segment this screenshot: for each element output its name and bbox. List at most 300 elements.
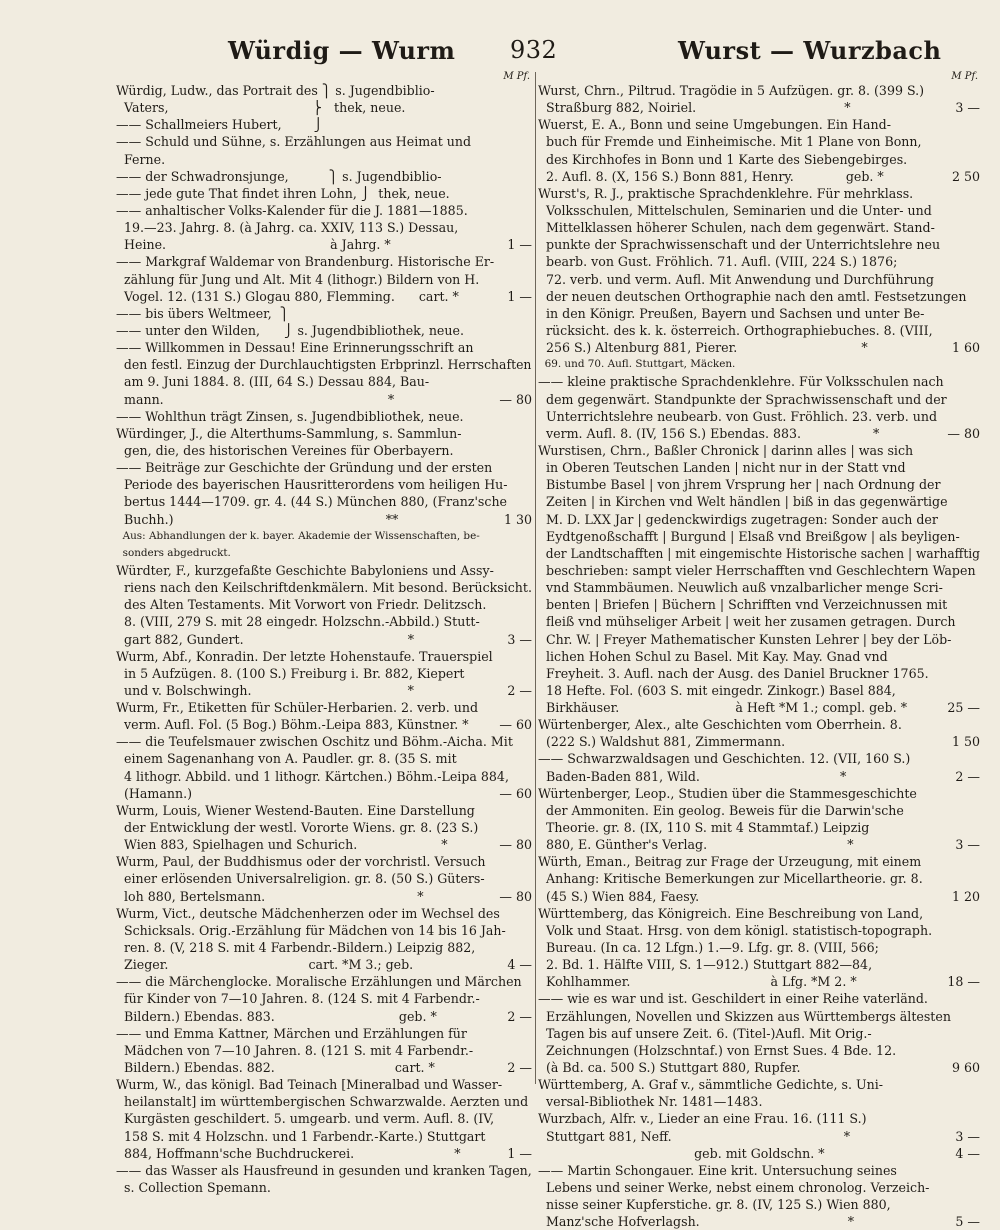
entry-text: Volksschulen, Mittelschulen, Seminarien und die Unter- und — [538, 202, 932, 218]
entry-line — [538, 528, 980, 545]
entry-price: 1 50 — [949, 733, 980, 750]
entry-line — [116, 973, 532, 990]
entry-line — [116, 1110, 532, 1127]
entry-line — [538, 905, 980, 922]
entry-line — [538, 956, 980, 973]
entry-line — [116, 648, 532, 665]
entry-line — [116, 476, 532, 493]
entry-price: — 60 — [496, 716, 532, 733]
entry-price: — 80 — [496, 391, 532, 408]
entry-text: —— die Teufelsmauer zwischen Oschitz und Böhm.-Aicha. Mit — [116, 734, 513, 750]
entry-line — [116, 579, 532, 596]
entry-text: der Landtschafften | mit eingemischte Historische sachen | warhafftig — [538, 545, 980, 561]
column-divider — [535, 72, 536, 1084]
entry-line — [116, 459, 532, 476]
entry-text: —— die Märchenglocke. Moralische Erzählungen und Märchen — [116, 974, 522, 990]
entry-line — [116, 596, 532, 613]
entry-text: 880, E. Günther's Verlag. * — [538, 837, 854, 853]
entry-text: Württemberg, A. Graf v., sämmtliche Gedichte, s. Uni- — [538, 1077, 884, 1093]
entry-line — [116, 682, 532, 699]
entry-text: 2. Aufl. 8. (X, 156 S.) Bonn 881, Henry. geb. * — [538, 168, 884, 184]
entry-price: 1 — — [504, 288, 532, 305]
entry-text: Freyheit. 3. Aufl. nach der Ausg. des Daniel Bruckner 1765. — [538, 665, 929, 681]
entry-text: Wuerst, E. A., Bonn und seine Umgebungen. Ein Hand- — [538, 117, 891, 133]
entry-text: einer erlösenden Universalreligion. gr. 8. (50 S.) Güters- — [116, 871, 485, 887]
entry-text: dem gegenwärt. Standpunkte der Sprachwissenschaft und der — [538, 391, 947, 407]
entry-price: — 80 — [496, 888, 532, 905]
entry-line — [116, 1076, 532, 1093]
entry-text: buch für Fremde und Einheimische. Mit 1 Plane von Bonn, — [538, 134, 922, 150]
entry-text: in 5 Aufzügen. 8. (100 S.) Freiburg i. Br. 882, Kiepert — [116, 665, 465, 681]
entry-line — [116, 408, 532, 425]
entry-line — [116, 202, 532, 219]
entry-line — [116, 1145, 532, 1162]
entry-text: Würth, Eman., Beitrag zur Frage der Urzeugung, mit einem — [538, 854, 922, 870]
entry-line — [538, 562, 980, 579]
entry-line — [538, 596, 980, 613]
entry-text: bertus 1444—1709. gr. 4. (44 S.) München 880, (Franz'sche — [116, 494, 508, 510]
entry-text: in Oberen Teutschen Landen | nicht nur in der Statt vnd — [538, 460, 906, 476]
entry-line — [538, 768, 980, 785]
entry-text: nisse seiner Kupferstiche. gr. 8. (IV, 125 S.) Wien 880, — [538, 1197, 891, 1213]
entry-line — [116, 151, 532, 168]
entry-text: —— das Wasser als Hausfreund in gesunden und kranken Tagen, — [116, 1162, 532, 1178]
entry-text: riens nach den Keilschriftdenkmälern. Mit besond. Berücksicht. — [116, 580, 532, 596]
entry-text: —— Markgraf Waldemar von Brandenburg. Historische Er- — [116, 254, 495, 270]
entry-line — [538, 682, 980, 699]
entry-line — [116, 939, 532, 956]
entry-line — [538, 990, 980, 1007]
entry-text: geb. mit Goldschn. * — [538, 1145, 825, 1161]
entry-price: 9 60 — [949, 1059, 980, 1076]
currency-label: M Pf. — [503, 71, 530, 82]
entry-line — [538, 665, 980, 682]
entry-line — [116, 185, 532, 202]
entry-line — [538, 1042, 980, 1059]
entry-text: 72. verb. und verm. Aufl. Mit Anwendung und Durchführung — [538, 271, 934, 287]
entry-text: der Entwicklung der westl. Vororte Wiens. gr. 8. (23 S.) — [116, 820, 479, 836]
entry-line — [116, 905, 532, 922]
entry-text: Bildern.) Ebendas. 883. geb. * — [116, 1008, 437, 1024]
entry-line — [538, 1008, 980, 1025]
entry-line — [538, 168, 980, 185]
entry-text: Baden-Baden 881, Wild. * — [538, 768, 847, 784]
entry-line — [538, 888, 980, 905]
entry-line — [538, 939, 980, 956]
entry-line — [116, 1162, 532, 1179]
entry-price: 1 20 — [949, 888, 980, 905]
entry-text: ren. 8. (V, 218 S. mit 4 Farbendr.-Bildern.) Leipzig 882, — [116, 940, 476, 956]
entry-line — [116, 1179, 532, 1196]
entry-line — [538, 476, 980, 493]
entry-line — [538, 151, 980, 168]
entry-line — [538, 750, 980, 767]
entry-text: versal-Bibliothek Nr. 1481—1483. — [538, 1094, 763, 1110]
entry-text: Bistumbe Basel | von jhrem Vrsprung her | nach Ordnung der — [538, 477, 941, 493]
entry-text: Unterrichtslehre neubearb. von Gust. Fröhlich. 23. verb. und — [538, 408, 938, 424]
entry-price: — 60 — [496, 785, 532, 802]
entry-line — [538, 1196, 980, 1213]
entry-text: Aus: Abhandlungen der k. bayer. Akademie der Wissenschaften, be- — [116, 529, 480, 542]
entry-line — [538, 408, 980, 425]
entry-text: —— unter den Wilden, ⎭ s. Jugendbibliothek, neue. — [116, 322, 464, 338]
entry-text: benten | Briefen | Büchern | Schrifften vnd Verzeichnussen mit — [538, 597, 948, 613]
entry-line — [116, 391, 532, 408]
entry-price: 2 — — [504, 1008, 532, 1025]
entry-line — [116, 956, 532, 973]
entry-text: beschrieben: sampt vieler Herrschafften vnd Geschlechtern Wapen — [538, 562, 976, 578]
entry-text: —— Wohlthun trägt Zinsen, s. Jugendbibliothek, neue. — [116, 408, 464, 424]
entry-text: der neuen deutschen Orthographie nach den amtl. Festsetzungen — [538, 288, 967, 304]
entry-line — [116, 99, 532, 116]
entry-line — [538, 1110, 980, 1127]
entry-price: 2 50 — [949, 168, 980, 185]
entry-line — [538, 648, 980, 665]
entry-text: s. Collection Spemann. — [116, 1180, 271, 1195]
entry-text: Theorie. gr. 8. (IX, 110 S. mit 4 Stammtaf.) Leipzig — [538, 820, 870, 836]
price-column-header — [538, 72, 980, 82]
entry-price: — 80 — [496, 836, 532, 853]
entry-line — [116, 853, 532, 870]
entry-text: Wurstisen, Chrn., Baßler Chronick | darinn alles | was sich — [538, 442, 914, 458]
entry-line — [538, 1128, 980, 1145]
entry-text: Zeichnungen (Holzschntaf.) von Ernst Sues. 4 Bde. 12. — [538, 1042, 897, 1058]
entry-line — [116, 785, 532, 802]
entry-line — [538, 973, 980, 990]
entry-text: —— bis übers Weltmeer, ⎫ — [116, 305, 290, 321]
entry-line — [538, 236, 980, 253]
entry-text: der Ammoniten. Ein geolog. Beweis für die Darwin'sche — [538, 802, 904, 818]
entry-text: —— Schallmeiers Hubert, ⎭ — [116, 117, 324, 133]
entry-line — [116, 425, 532, 442]
entry-text: Würdinger, J., die Alterthums-Sammlung, s. Sammlun- — [116, 425, 462, 441]
entry-line — [116, 1059, 532, 1076]
entry-text: 2. Bd. 1. Hälfte VIII, S. 1—912.) Stuttgart 882—84, — [538, 957, 873, 973]
entry-price: 3 — — [952, 1128, 980, 1145]
entry-text: gart 882, Gundert. * — [116, 631, 415, 647]
entry-text: Wurm, W., das königl. Bad Teinach [Mineralbad und Wasser- — [116, 1077, 503, 1093]
entry-text: Wurst, Chrn., Piltrud. Tragödie in 5 Aufzügen. gr. 8. (399 S.) — [538, 83, 925, 98]
entry-text: Wurm, Fr., Etiketten für Schüler-Herbarien. 2. verb. und — [116, 700, 479, 716]
entry-text: Bildern.) Ebendas. 882. cart. * — [116, 1060, 435, 1076]
entry-line — [538, 699, 980, 716]
entry-text: Vaters, ⎬ thek, neue. — [116, 100, 406, 116]
entry-text: —— wie es war und ist. Geschildert in einer Reihe vaterländ. — [538, 991, 928, 1007]
entry-line — [116, 253, 532, 270]
entry-line — [116, 511, 532, 528]
entry-text: Heine. à Jahrg. * — [116, 237, 391, 253]
entry-text: Kohlhammer. à Lfg. *M 2. * — [538, 974, 857, 990]
entry-text: Mädchen von 7—10 Jahren. 8. (121 S. mit 4 Farbendr.- — [116, 1042, 474, 1058]
entry-line — [116, 528, 532, 545]
entry-text: Württemberg, das Königreich. Eine Beschreibung von Land, — [538, 905, 924, 921]
entry-text: —— Martin Schongauer. Eine krit. Untersuchung seines — [538, 1162, 897, 1178]
entry-line — [538, 459, 980, 476]
entry-line — [116, 305, 532, 322]
entry-text: —— und Emma Kattner, Märchen und Erzählungen für — [116, 1025, 467, 1041]
entry-line — [116, 236, 532, 253]
entry-line — [116, 870, 532, 887]
entry-line — [538, 836, 980, 853]
entry-price: 25 — — [944, 699, 980, 716]
entry-text: für Kinder von 7—10 Jahren. 8. (124 S. mit 4 Farbendr.- — [116, 991, 480, 1007]
entry-text: einem Sagenanhang von A. Paudler. gr. 8. (35 S. mit — [116, 751, 457, 767]
entry-line — [116, 271, 532, 288]
entry-price: 1 — — [504, 1145, 532, 1162]
entry-text: 158 S. mit 4 Holzschn. und 1 Farbendr.-Karte.) Stuttgart — [116, 1128, 486, 1144]
entry-line — [538, 305, 980, 322]
entry-line — [538, 1179, 980, 1196]
entry-text: 4 lithogr. Abbild. und 1 lithogr. Kärtchen.) Böhm.-Leipa 884, — [116, 768, 509, 784]
entry-line — [116, 493, 532, 510]
entry-text: Ferne. — [116, 151, 166, 167]
entry-line — [538, 1145, 980, 1162]
entry-text: M. D. LXX Jar | gedenckwirdigs zugetragen: Sonder auch der — [538, 511, 938, 527]
entry-line — [116, 665, 532, 682]
entry-line — [538, 356, 980, 373]
entry-text: —— Willkommen in Dessau! Eine Erinnerungsschrift an — [116, 340, 474, 356]
entry-line — [116, 613, 532, 630]
entry-line — [538, 493, 980, 510]
entry-text: Kurgästen geschildert. 5. umgearb. und verm. Aufl. 8. (IV, — [116, 1111, 495, 1127]
entry-line — [538, 785, 980, 802]
entry-text: Würtenberger, Leop., Studien über die Stammesgeschichte — [538, 785, 917, 801]
entry-text: Bureau. (In ca. 12 Lfgn.) 1.—9. Lfg. gr. 8. (VIII, 566; — [538, 940, 879, 956]
entry-line — [116, 442, 532, 459]
entry-text: —— der Schwadronsjunge, ⎫ s. Jugendbiblio- — [116, 168, 442, 184]
entry-line — [116, 802, 532, 819]
entry-text: Chr. W. | Freyer Mathematischer Kunsten Lehrer | bey der Löb- — [538, 631, 952, 647]
entry-price: 3 — — [504, 631, 532, 648]
entry-price: 5 — — [952, 1213, 980, 1230]
entry-price: 1 — — [504, 236, 532, 253]
entry-price: — 80 — [944, 425, 980, 442]
entry-text: Würdig, Ludw., das Portrait des ⎫ s. Jugendbiblio- — [116, 83, 435, 98]
entry-text: (à Bd. ca. 500 S.) Stuttgart 880, Rupfer. — [538, 1060, 801, 1076]
entry-text: loh 880, Bertelsmann. * — [116, 888, 424, 904]
entry-text: Vogel. 12. (131 S.) Glogau 880, Flemming. cart. * — [116, 288, 459, 304]
entry-line — [538, 1162, 980, 1179]
entry-text: Wurm, Paul, der Buddhismus oder der vorchristl. Versuch — [116, 854, 486, 870]
entry-text: 256 S.) Altenburg 881, Pierer. * — [538, 340, 868, 356]
entry-line — [538, 802, 980, 819]
entry-text: —— Schwarzwaldsagen und Geschichten. 12. (VII, 160 S.) — [538, 751, 911, 767]
entry-text: Wurm, Abf., Konradin. Der letzte Hohenstaufe. Trauerspiel — [116, 648, 493, 664]
entry-line — [116, 116, 532, 133]
entry-price: 1 60 — [949, 339, 980, 356]
entry-text: des Alten Testaments. Mit Vorwort von Friedr. Delitzsch. — [116, 597, 487, 613]
entry-line — [538, 511, 980, 528]
entry-price: 2 — — [504, 682, 532, 699]
entry-text: —— anhaltischer Volks-Kalender für die J. 1881—1885. — [116, 202, 468, 218]
entry-price: 18 — — [944, 973, 980, 990]
header-left-catchword: Würdig — Wurm — [228, 36, 456, 65]
entry-text: verm. Aufl. 8. (IV, 156 S.) Ebendas. 883. * — [538, 425, 880, 441]
entry-line — [116, 990, 532, 1007]
entry-line — [116, 82, 532, 99]
left-column — [116, 72, 532, 1196]
entry-text: Buchh.) ** — [116, 511, 399, 527]
entry-line — [538, 545, 980, 562]
entry-text: —— Schuld und Sühne, s. Erzählungen aus Heimat und — [116, 134, 472, 150]
entry-line — [116, 1042, 532, 1059]
entry-text: punkte der Sprachwissenschaft und der Unterrichtslehre neu — [538, 237, 941, 253]
entry-text: verm. Aufl. Fol. (5 Bog.) Böhm.-Leipa 883, Künstner. * — [116, 717, 469, 733]
entry-line — [538, 1213, 980, 1230]
entry-line — [538, 425, 980, 442]
entry-text: Wurst's, R. J., praktische Sprachdenklehre. Für mehrklass. — [538, 185, 914, 201]
entry-text: bearb. von Gust. Fröhlich. 71. Aufl. (VIII, 224 S.) 1876; — [538, 254, 898, 270]
entry-line — [538, 373, 980, 390]
entry-line — [116, 733, 532, 750]
entry-text: 8. (VIII, 279 S. mit 28 eingedr. Holzschn.-Abbild.) Stutt- — [116, 614, 480, 630]
entry-text: Zieger. cart. *M 3.; geb. — [116, 957, 414, 973]
entry-line — [116, 1128, 532, 1145]
entry-line — [116, 819, 532, 836]
entry-line — [116, 631, 532, 648]
entry-text: sonders abgedruckt. — [116, 546, 231, 559]
entry-price: 3 — — [952, 99, 980, 116]
entry-text: Periode des bayerischen Hausritterordens vom heiligen Hu- — [116, 477, 508, 493]
entry-text: Manz'sche Hofverlagsh. * — [538, 1214, 855, 1230]
entry-line — [538, 391, 980, 408]
entry-text: Wurzbach, Alfr. v., Lieder an eine Frau. 16. (111 S.) — [538, 1111, 867, 1127]
entry-text: —— kleine praktische Sprachdenklehre. Für Volksschulen nach — [538, 374, 944, 390]
entry-text: (Hamann.) — [116, 785, 192, 801]
entry-line — [116, 922, 532, 939]
page-header — [0, 36, 1000, 72]
entry-price: 4 — — [504, 956, 532, 973]
entry-text: rücksicht. des k. k. österreich. Orthographiebuches. 8. (VIII, — [538, 322, 933, 338]
entry-price: 2 — — [504, 1059, 532, 1076]
entry-line — [116, 1025, 532, 1042]
entry-text: Birkhäuser. à Heft *M 1.; compl. geb. * — [538, 700, 907, 716]
entry-line — [116, 288, 532, 305]
entry-text: —— Beiträge zur Geschichte der Gründung und der ersten — [116, 460, 493, 476]
entry-line — [116, 1093, 532, 1110]
right-column — [538, 72, 980, 1230]
entry-text: Eydtgenoßschafft | Burgund | Elsaß vnd Breißgow | als beyligen- — [538, 528, 960, 544]
entry-text: in den Königr. Preußen, Bayern und Sachsen und unter Be- — [538, 305, 925, 321]
currency-label: M Pf. — [951, 71, 978, 82]
entry-text: Straßburg 882, Noiriel. * — [538, 100, 851, 116]
entry-line — [538, 579, 980, 596]
entry-line — [116, 219, 532, 236]
entry-line — [116, 545, 532, 562]
entry-text: zählung für Jung und Alt. Mit 4 (lithogr.) Bildern von H. — [116, 271, 480, 287]
entry-line — [538, 631, 980, 648]
entry-line — [116, 562, 532, 579]
entry-line — [116, 168, 532, 185]
entry-line — [538, 288, 980, 305]
entry-text: Tagen bis auf unsere Zeit. 6. (Titel-)Aufl. Mit Orig.- — [538, 1025, 872, 1041]
entry-text: Schicksals. Orig.-Erzählung für Mädchen von 14 bis 16 Jah- — [116, 922, 506, 938]
entry-text: gen, die, des historischen Vereines für Oberbayern. — [116, 442, 454, 458]
entry-line — [538, 733, 980, 750]
entry-text: Erzählungen, Novellen und Skizzen aus Württembergs ältesten — [538, 1008, 951, 1024]
entry-line — [116, 836, 532, 853]
page-number: 932 — [510, 36, 558, 64]
header-right-catchword: Wurst — Wurzbach — [678, 36, 942, 65]
entry-text: (222 S.) Waldshut 881, Zimmermann. — [538, 734, 786, 750]
entry-line — [538, 219, 980, 236]
entry-line — [538, 922, 980, 939]
entry-text: Anhang: Kritische Bemerkungen zur Micellartheorie. gr. 8. — [538, 871, 923, 887]
entry-text: Würdter, F., kurzgefaßte Geschichte Babyloniens und Assy- — [116, 562, 494, 578]
entry-line — [538, 716, 980, 733]
entry-text: fleiß vnd mühseliger Arbeit | weit her zusamen getragen. Durch — [538, 614, 956, 630]
entry-line — [116, 339, 532, 356]
entry-line — [538, 253, 980, 270]
entry-line — [116, 1008, 532, 1025]
entry-line — [116, 768, 532, 785]
entry-text: Zeiten | in Kirchen vnd Welt händlen | biß in das gegenwärtige — [538, 494, 948, 510]
entry-line — [538, 202, 980, 219]
entry-line — [116, 699, 532, 716]
entry-text: 884, Hoffmann'sche Buchdruckerei. * — [116, 1145, 461, 1161]
entry-text: Stuttgart 881, Neff. * — [538, 1128, 851, 1144]
entry-line — [538, 185, 980, 202]
entry-text: Wien 883, Spielhagen und Schurich. * — [116, 837, 448, 853]
entry-line — [538, 819, 980, 836]
entry-text: —— jede gute That findet ihren Lohn, ⎭ thek, neue. — [116, 185, 450, 201]
entry-line — [538, 870, 980, 887]
entry-line — [116, 888, 532, 905]
entry-price: 3 — — [952, 836, 980, 853]
entry-line — [116, 716, 532, 733]
entry-text: Wurm, Vict., deutsche Mädchenherzen oder im Wechsel des — [116, 905, 500, 921]
entry-line — [538, 116, 980, 133]
entry-text: heilanstalt] im württembergischen Schwarzwalde. Aerzten und — [116, 1094, 529, 1110]
entry-line — [538, 133, 980, 150]
entry-text: Mittelklassen höherer Schulen, nach dem gegenwärt. Stand- — [538, 220, 935, 236]
entry-price: 2 — — [952, 768, 980, 785]
entry-text: mann. * — [116, 391, 395, 407]
entry-text: (45 S.) Wien 884, Faesy. — [538, 888, 700, 904]
entry-line — [538, 1059, 980, 1076]
entry-line — [116, 356, 532, 373]
entry-line — [538, 339, 980, 356]
entry-text: des Kirchhofes in Bonn und 1 Karte des Siebengebirges. — [538, 151, 908, 167]
entry-line — [538, 271, 980, 288]
price-column-header — [116, 72, 532, 82]
entry-line — [538, 99, 980, 116]
entry-text: vnd Stammbäumen. Neuwlich auß vnzalbarlicher menge Scri- — [538, 580, 943, 596]
entry-text: am 9. Juni 1884. 8. (III, 64 S.) Dessau 884, Bau- — [116, 374, 430, 390]
entry-text: Lebens und seiner Werke, nebst einem chronolog. Verzeich- — [538, 1180, 930, 1195]
entry-text: 69. und 70. Aufl. Stuttgart, Mäcken. — [538, 358, 736, 371]
entry-line — [538, 82, 980, 99]
entry-line — [538, 613, 980, 630]
entry-text: und v. Bolschwingh. * — [116, 682, 414, 698]
entry-line — [116, 373, 532, 390]
entry-text: 18 Hefte. Fol. (603 S. mit eingedr. Zinkogr.) Basel 884, — [538, 682, 896, 698]
entry-price: 1 30 — [501, 511, 532, 528]
entry-line — [538, 1025, 980, 1042]
entry-line — [116, 750, 532, 767]
entry-text: 19.—23. Jahrg. 8. (à Jahrg. ca. XXIV, 113 S.) Dessau, — [116, 220, 459, 236]
entry-text: den festl. Einzug der Durchlauchtigsten Erbprinzl. Herrschaften — [116, 357, 532, 373]
entry-line — [538, 853, 980, 870]
entry-text: lichen Hohen Schul zu Basel. Mit Kay. May. Gnad vnd — [538, 648, 888, 664]
entry-text: Volk und Staat. Hrsg. von dem königl. statistisch-topograph. — [538, 922, 933, 938]
entry-line — [538, 442, 980, 459]
entry-line — [116, 322, 532, 339]
entry-line — [538, 1076, 980, 1093]
entry-line — [538, 1093, 980, 1110]
entry-text: Wurm, Louis, Wiener Westend-Bauten. Eine Darstellung — [116, 802, 475, 818]
entry-line — [538, 322, 980, 339]
